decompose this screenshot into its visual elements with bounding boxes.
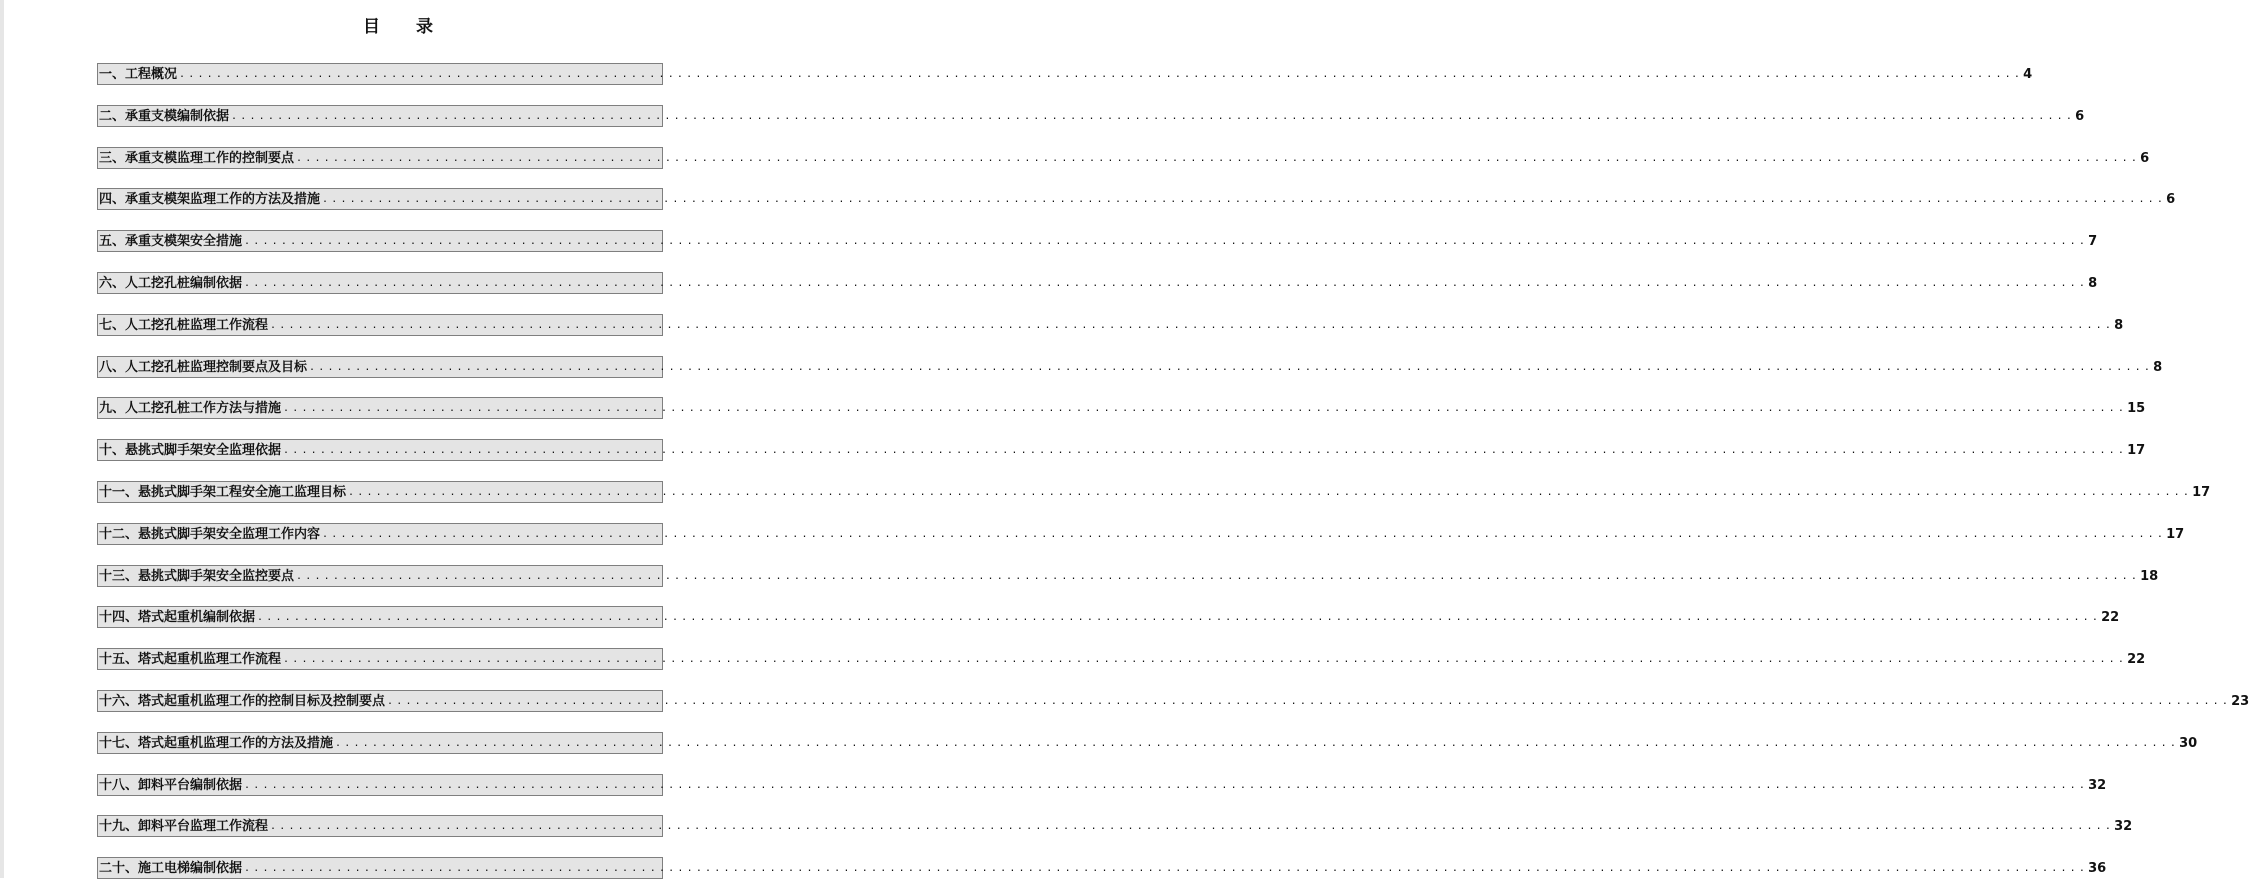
toc-dot-leader: ........................................................................................................................................................................................................: [179, 69, 2024, 80]
toc-entry-label: 三、承重支模监理工作的控制要点: [99, 150, 295, 166]
toc-entry-page-number: 8: [2088, 276, 2098, 291]
toc-entry-label: 二、承重支模编制依据: [99, 108, 230, 124]
toc-dot-leader: ........................................................................................................................................................................................................: [244, 779, 2089, 791]
toc-entry-label: 十七、塔式起重机监理工作的方法及措施: [99, 735, 334, 751]
toc-entry-page-number: 36: [2088, 861, 2107, 877]
toc-entry[interactable]: [97, 732, 2198, 754]
toc-entry[interactable]: [97, 439, 2146, 461]
toc-entry-label: 十五、塔式起重机监理工作流程: [99, 652, 282, 668]
toc-entry-label: 九、人工挖孔桩工作方法与措施: [99, 401, 282, 417]
toc-entry[interactable]: [97, 147, 2150, 169]
toc-entry-page-number: 7: [2088, 234, 2098, 250]
toc-entry[interactable]: [97, 105, 2085, 127]
toc-entry-page-number: 8: [2114, 317, 2124, 333]
toc-entry-page-number: 6: [2166, 192, 2176, 208]
toc-entry[interactable]: [97, 690, 2250, 712]
toc-entry-page-number: 18: [2140, 568, 2159, 584]
page-edge: [0, 0, 4, 878]
toc-entry-page-number: 6: [2075, 108, 2085, 124]
toc-entry[interactable]: [97, 815, 2133, 837]
toc-dot-leader: ........................................................................................................................................................................................................: [270, 319, 2115, 331]
toc-entry-page-number: 17: [2127, 443, 2146, 459]
toc-entry-page-number: 22: [2127, 652, 2146, 668]
toc-entry-page-number: 8: [2153, 359, 2163, 375]
toc-entry-page-number: 32: [2088, 777, 2107, 793]
toc-entry-label: 十九、卸料平台监理工作流程: [99, 819, 269, 835]
toc-dot-leader: ........................................................................................................................................................................................................: [387, 696, 2232, 707]
toc-entry-label: 七、人工挖孔桩监理工作流程: [99, 317, 269, 333]
toc-entry[interactable]: [97, 397, 2146, 419]
toc-entry-label: 十六、塔式起重机监理工作的控制目标及控制要点: [99, 694, 386, 709]
toc-entry[interactable]: [97, 230, 2098, 252]
toc-dot-leader: ........................................................................................................................................................................................................: [244, 863, 2089, 875]
toc-entry-page-number: 15: [2127, 401, 2146, 417]
toc-entry-label: 八、人工挖孔桩监理控制要点及目标: [99, 359, 308, 375]
toc-entry-label: 一、工程概况: [99, 67, 178, 82]
toc-dot-leader: ........................................................................................................................................................................................................: [283, 654, 2128, 666]
toc-entry-page-number: 17: [2192, 485, 2211, 500]
toc-entry-page-number: 32: [2114, 819, 2133, 835]
toc-entry[interactable]: [97, 606, 2120, 628]
toc-entry-page-number: 17: [2166, 526, 2185, 542]
toc-dot-leader: ........................................................................................................................................................................................................: [244, 236, 2089, 248]
toc-entry[interactable]: [97, 188, 2176, 210]
toc-entry[interactable]: [97, 523, 2185, 545]
toc-dot-leader: ........................................................................................................................................................................................................: [296, 570, 2141, 582]
toc-entry-label: 十四、塔式起重机编制依据: [99, 610, 256, 626]
toc-dot-leader: ........................................................................................................................................................................................................: [231, 110, 2076, 122]
toc-title-char-2: 录: [416, 17, 433, 37]
toc-entry[interactable]: [97, 63, 2033, 85]
toc-dot-leader: ........................................................................................................................................................................................................: [335, 737, 2180, 749]
toc-entry-label: 十八、卸料平台编制依据: [99, 777, 243, 793]
toc-entry-page-number: 30: [2179, 735, 2198, 751]
toc-dot-leader: ........................................................................................................................................................................................................: [348, 487, 2193, 498]
toc-entry[interactable]: [97, 356, 2163, 378]
toc-entry-label: 十三、悬挑式脚手架安全监控要点: [99, 568, 295, 584]
toc-entry[interactable]: [97, 272, 2098, 294]
toc-entry-page-number: 4: [2023, 67, 2033, 82]
toc-entry[interactable]: [97, 314, 2124, 336]
toc-entry-label: 十一、悬挑式脚手架工程安全施工监理目标: [99, 485, 347, 500]
toc-entry[interactable]: [97, 774, 2107, 796]
toc-dot-leader: ........................................................................................................................................................................................................: [283, 445, 2128, 457]
toc-dot-leader: ........................................................................................................................................................................................................: [322, 194, 2167, 206]
toc-dot-leader: ........................................................................................................................................................................................................: [257, 612, 2102, 624]
toc-dot-leader: ........................................................................................................................................................................................................: [283, 403, 2128, 415]
toc-entry[interactable]: [97, 565, 2159, 587]
toc-title-char-1: 目: [363, 17, 380, 37]
toc-entry[interactable]: [97, 481, 2211, 503]
toc-entry-page-number: 23: [2231, 694, 2250, 709]
toc-dot-leader: ........................................................................................................................................................................................................: [244, 278, 2089, 289]
toc-dot-leader: ........................................................................................................................................................................................................: [322, 528, 2167, 540]
toc-entry-label: 四、承重支模架监理工作的方法及措施: [99, 192, 321, 208]
toc-dot-leader: ........................................................................................................................................................................................................: [270, 821, 2115, 833]
toc-dot-leader: ........................................................................................................................................................................................................: [296, 152, 2141, 164]
toc-dot-leader: ........................................................................................................................................................................................................: [309, 361, 2154, 373]
toc-entry[interactable]: [97, 648, 2146, 670]
toc-entry-label: 六、人工挖孔桩编制依据: [99, 276, 243, 291]
toc-entry-label: 二十、施工电梯编制依据: [99, 861, 243, 877]
toc-entry-page-number: 6: [2140, 150, 2150, 166]
toc-entry[interactable]: [97, 857, 2107, 879]
toc-entry-label: 十二、悬挑式脚手架安全监理工作内容: [99, 526, 321, 542]
toc-entry-label: 十、悬挑式脚手架安全监理依据: [99, 443, 282, 459]
toc-entry-label: 五、承重支模架安全措施: [99, 234, 243, 250]
toc-title: [0, 12, 796, 37]
toc-entry-page-number: 22: [2101, 610, 2120, 626]
